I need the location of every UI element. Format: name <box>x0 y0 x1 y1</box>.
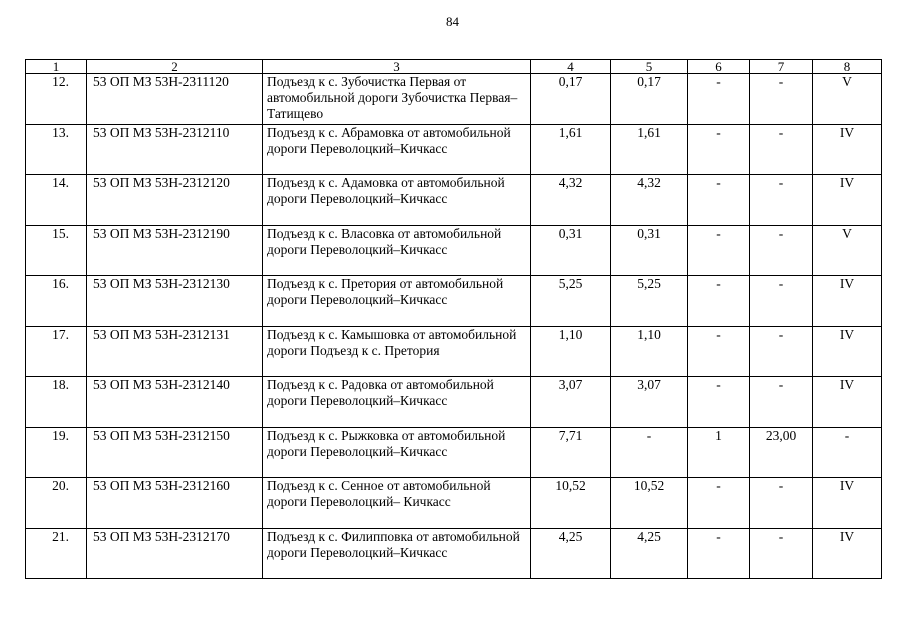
road-name-cell: Подъезд к с. Претория от автомобильной дороги Переволоцкий–Кичкасс <box>263 276 531 327</box>
road-name-cell: Подъезд к с. Адамовка от автомобильной дороги Переволоцкий–Кичкасс <box>263 175 531 226</box>
table-row <box>26 276 882 327</box>
col5-value-cell: 1,61 <box>611 124 688 175</box>
col6-value-cell: - <box>688 74 750 125</box>
col4-value-cell: 4,25 <box>531 528 611 579</box>
road-name-cell: Подъезд к с. Рыжковка от автомобильной дороги Переволоцкий–Кичкасс <box>263 427 531 478</box>
table-row <box>26 427 882 478</box>
table-row <box>26 124 882 175</box>
col7-value-cell: - <box>750 225 813 276</box>
road-code-cell: 53 ОП МЗ 53Н-2312140 <box>87 377 263 428</box>
table-row <box>26 326 882 377</box>
row-number-cell: 17. <box>26 326 87 377</box>
road-code-cell: 53 ОП МЗ 53Н-2312170 <box>87 528 263 579</box>
road-code-cell: 53 ОП МЗ 53Н-2312190 <box>87 225 263 276</box>
col5-value-cell: 4,32 <box>611 175 688 226</box>
road-code-cell: 53 ОП МЗ 53Н-2312160 <box>87 478 263 529</box>
col8-value-cell: IV <box>813 276 882 327</box>
col4-value-cell: 1,10 <box>531 326 611 377</box>
header-cell: 7 <box>750 60 813 74</box>
row-number-cell: 12. <box>26 74 87 125</box>
table-row <box>26 528 882 579</box>
page-number: 84 <box>446 14 459 29</box>
col7-value-cell: - <box>750 377 813 428</box>
road-name-cell: Подъезд к с. Абрамовка от автомобильной дороги Переволоцкий–Кичкасс <box>263 124 531 175</box>
col8-value-cell: IV <box>813 377 882 428</box>
table-row <box>26 478 882 529</box>
table-row <box>26 74 882 125</box>
row-number-cell: 19. <box>26 427 87 478</box>
col8-value-cell: IV <box>813 478 882 529</box>
col6-value-cell: 1 <box>688 427 750 478</box>
row-number-cell: 14. <box>26 175 87 226</box>
row-number-cell: 18. <box>26 377 87 428</box>
header-cell: 1 <box>26 60 87 74</box>
col5-value-cell: 5,25 <box>611 276 688 327</box>
header-cell: 8 <box>813 60 882 74</box>
col8-value-cell: IV <box>813 124 882 175</box>
road-code-cell: 53 ОП МЗ 53Н-2312130 <box>87 276 263 327</box>
col4-value-cell: 7,71 <box>531 427 611 478</box>
col4-value-cell: 4,32 <box>531 175 611 226</box>
col5-value-cell: 0,31 <box>611 225 688 276</box>
col5-value-cell: - <box>611 427 688 478</box>
col7-value-cell: - <box>750 74 813 125</box>
col6-value-cell: - <box>688 225 750 276</box>
col4-value-cell: 1,61 <box>531 124 611 175</box>
road-code-cell: 53 ОП МЗ 53Н-2311120 <box>87 74 263 125</box>
col5-value-cell: 0,17 <box>611 74 688 125</box>
col8-value-cell: IV <box>813 326 882 377</box>
col5-value-cell: 4,25 <box>611 528 688 579</box>
col6-value-cell: - <box>688 478 750 529</box>
col6-value-cell: - <box>688 528 750 579</box>
col6-value-cell: - <box>688 326 750 377</box>
col7-value-cell: - <box>750 528 813 579</box>
table-row <box>26 225 882 276</box>
col4-value-cell: 5,25 <box>531 276 611 327</box>
col6-value-cell: - <box>688 276 750 327</box>
col6-value-cell: - <box>688 175 750 226</box>
col8-value-cell: - <box>813 427 882 478</box>
col7-value-cell: - <box>750 124 813 175</box>
road-code-cell: 53 ОП МЗ 53Н-2312150 <box>87 427 263 478</box>
col8-value-cell: V <box>813 225 882 276</box>
col5-value-cell: 1,10 <box>611 326 688 377</box>
road-code-cell: 53 ОП МЗ 53Н-2312131 <box>87 326 263 377</box>
road-name-cell: Подъезд к с. Зубочистка Первая от автомобильной дороги Зубочистка Первая–Татищево <box>263 74 531 125</box>
table-header-row <box>26 60 882 74</box>
road-code-cell: 53 ОП МЗ 53Н-2312110 <box>87 124 263 175</box>
col6-value-cell: - <box>688 377 750 428</box>
header-cell: 5 <box>611 60 688 74</box>
road-code-cell: 53 ОП МЗ 53Н-2312120 <box>87 175 263 226</box>
road-name-cell: Подъезд к с. Власовка от автомобильной дороги Переволоцкий–Кичкасс <box>263 225 531 276</box>
roads-table <box>25 59 882 579</box>
header-cell: 2 <box>87 60 263 74</box>
row-number-cell: 13. <box>26 124 87 175</box>
col6-value-cell: - <box>688 124 750 175</box>
col7-value-cell: - <box>750 478 813 529</box>
road-name-cell: Подъезд к с. Камышовка от автомобильной дороги Подъезд к с. Претория <box>263 326 531 377</box>
col7-value-cell: - <box>750 326 813 377</box>
col5-value-cell: 10,52 <box>611 478 688 529</box>
col7-value-cell: - <box>750 276 813 327</box>
col8-value-cell: IV <box>813 528 882 579</box>
col8-value-cell: IV <box>813 175 882 226</box>
table-row <box>26 377 882 428</box>
road-name-cell: Подъезд к с. Радовка от автомобильной дороги Переволоцкий–Кичкасс <box>263 377 531 428</box>
col8-value-cell: V <box>813 74 882 125</box>
table-row <box>26 175 882 226</box>
col4-value-cell: 10,52 <box>531 478 611 529</box>
col7-value-cell: 23,00 <box>750 427 813 478</box>
col4-value-cell: 3,07 <box>531 377 611 428</box>
header-cell: 6 <box>688 60 750 74</box>
col5-value-cell: 3,07 <box>611 377 688 428</box>
road-name-cell: Подъезд к с. Сенное от автомобильной дороги Переволоцкий– Кичкасс <box>263 478 531 529</box>
road-name-cell: Подъезд к с. Филипповка от автомобильной дороги Переволоцкий–Кичкасс <box>263 528 531 579</box>
row-number-cell: 15. <box>26 225 87 276</box>
row-number-cell: 16. <box>26 276 87 327</box>
col4-value-cell: 0,17 <box>531 74 611 125</box>
col4-value-cell: 0,31 <box>531 225 611 276</box>
row-number-cell: 20. <box>26 478 87 529</box>
col7-value-cell: - <box>750 175 813 226</box>
header-cell: 3 <box>263 60 531 74</box>
header-cell: 4 <box>531 60 611 74</box>
row-number-cell: 21. <box>26 528 87 579</box>
